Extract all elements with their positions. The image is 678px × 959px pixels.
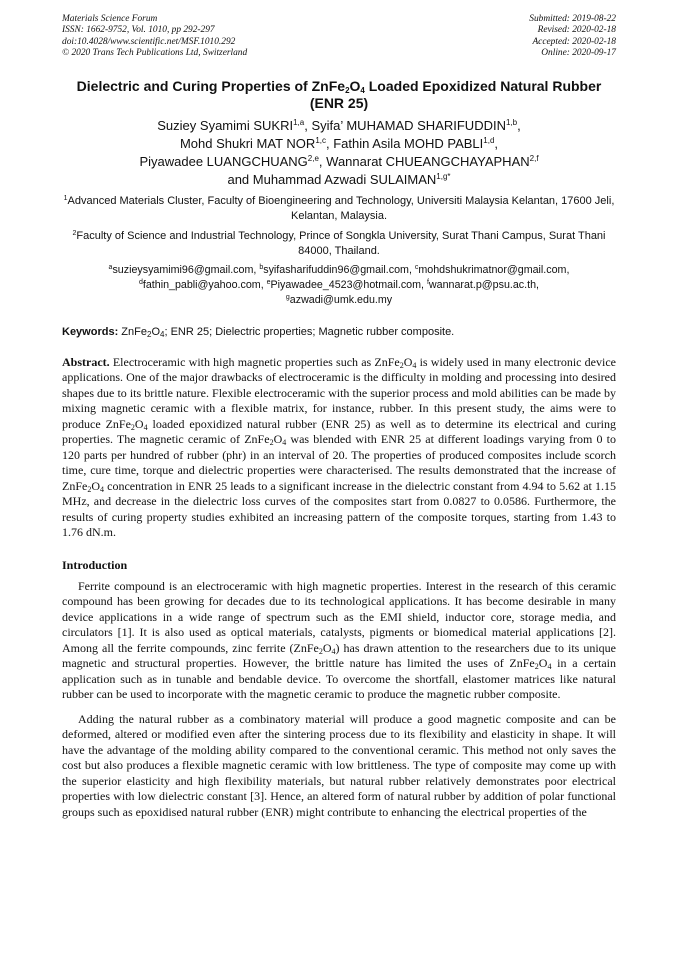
author-separator: , <box>517 117 521 133</box>
title-text: Dielectric and Curing Properties of ZnFe <box>76 77 346 94</box>
title-text: O <box>349 77 361 94</box>
formula-subscript: 4 <box>100 484 105 494</box>
email-address: fathin_pabli@yahoo.com <box>142 278 261 291</box>
keywords-text: ZnFe <box>118 325 147 338</box>
keywords-text: ; ENR 25; Dielectric properties; Magnetic rubber composite. <box>164 325 455 338</box>
formula-text: O <box>91 478 101 493</box>
affiliation-text: Faculty of Science and Industrial Technology, Prince of Songkla University, Surat Thani Campus, Surat Thani 84000, Thailand. <box>76 229 606 257</box>
email-separator: , <box>408 263 415 276</box>
affiliation-2 <box>62 229 616 259</box>
author-affiliation-mark: 2,e <box>307 153 319 163</box>
abstract-label: Abstract. <box>62 354 110 369</box>
affiliation-mark: 1 <box>63 194 68 202</box>
formula-subscript: 2 <box>399 360 404 370</box>
author-line <box>62 153 616 171</box>
author-affiliation-mark: 1,g* <box>436 171 451 181</box>
abstract-text: Electroceramic with high magnetic properties such as ZnFe <box>109 354 400 369</box>
keywords-subscript: 2 <box>146 329 152 339</box>
email-address: azwadi@umk.edu.my <box>289 293 393 306</box>
formula-subscript: 4 <box>143 422 148 432</box>
section-heading-introduction: Introduction <box>62 557 128 572</box>
author-name: and Muhammad Azwadi SULAIMAN <box>227 171 437 187</box>
issn-line: ISSN: 1662-9752, Vol. 1010, pp 292-297 <box>62 25 215 36</box>
affiliation-mark: 2 <box>72 229 77 237</box>
email-address: mohdshukrimatnor@gmail.com <box>418 263 567 276</box>
title-text: Loaded Epoxidized Natural Rubber (ENR 25) <box>309 77 602 112</box>
formula-text: O <box>273 432 283 447</box>
formula-subscript: 2 <box>318 646 323 656</box>
email-list <box>62 263 616 308</box>
paper-title <box>62 78 616 113</box>
formula-text: O <box>538 656 548 671</box>
author-name: Mohd Shukri MAT NOR <box>179 135 316 151</box>
author-affiliation-mark: 1,b <box>505 117 518 127</box>
formula-subscript: 4 <box>331 646 336 656</box>
email-line <box>62 278 616 293</box>
author-name: Fathin Asila MOHD PABLI <box>333 135 484 151</box>
formula-subscript: 4 <box>412 360 417 370</box>
journal-name: Materials Science Forum <box>62 14 158 24</box>
email-separator: , <box>260 278 267 291</box>
email-separator: , <box>421 278 427 291</box>
email-address: Piyawadee_4523@hotmail.com <box>270 278 422 291</box>
author-line <box>62 117 616 135</box>
keywords <box>62 325 616 339</box>
formula-subscript: 2 <box>269 438 274 448</box>
author-name: Wannarat CHUEANGCHAYAPHAN <box>326 153 530 169</box>
formula-subscript: 4 <box>282 438 287 448</box>
email-mark: c <box>414 263 419 271</box>
email-separator: , <box>253 263 260 276</box>
formula-subscript: 4 <box>547 662 552 672</box>
copyright-line: © 2020 Trans Tech Publications Ltd, Switzerland <box>62 48 248 59</box>
revised-date: Revised: 2020-02-18 <box>537 25 616 36</box>
author-affiliation-mark: 1,a <box>293 117 305 127</box>
email-line <box>62 293 616 308</box>
accepted-date: Accepted: 2020-02-18 <box>532 36 616 47</box>
email-mark: d <box>138 278 143 286</box>
email-mark: f <box>426 278 429 286</box>
online-date: Online: 2020-09-17 <box>541 48 616 59</box>
abstract-text: was blended with ENR 25 at different loadings varying from 0 to 120 parts per hundred of rubber (phr) in an interval of 20. The properties of produced composites include scorch time, cure time, torque and dielectric properties were characterised. The results demonstrated that the increase of ZnFe <box>62 432 617 493</box>
author-name: Syifa’ MUHAMAD SHARIFUDDIN <box>311 117 506 133</box>
paragraph-text: ) has drawn attention to the researchers due to its unique magnetic and structural properties. However, the brittle nature has limited the uses of ZnFe <box>62 640 616 671</box>
journal-info <box>62 14 247 60</box>
formula-subscript: 2 <box>130 422 135 432</box>
author-affiliation-mark: 1,d <box>483 135 495 145</box>
author-list <box>62 117 616 189</box>
doi-line: doi:10.4028/www.scientific.net/MSF.1010.292 <box>62 36 236 47</box>
author-separator: , <box>318 153 327 169</box>
keywords-subscript: 4 <box>160 329 165 339</box>
affiliation-text: Advanced Materials Cluster, Faculty of Bioengineering and Technology, Universiti Malaysia Kelantan, 17600 Jeli, Kelantan, Malaysia. <box>67 194 615 222</box>
email-line <box>62 263 616 278</box>
dates-info <box>529 14 616 60</box>
formula-text: O <box>134 416 144 431</box>
author-affiliation-mark: 2,f <box>529 153 539 163</box>
abstract-text: concentration in ENR 25 leads to a significant increase in the dielectric constant from 4.94 to 5.62 at 1.15 MHz, and decrease in the dielectric loss curves of the composites start from 0.0827 to 0.0586. Furthermore, the results of curing property studies exhibited an increasing pattern of the composite torques, starting from 1.43 to 1.76 dN.m. <box>62 478 616 540</box>
email-mark: a <box>108 263 113 271</box>
email-mark: e <box>266 278 271 286</box>
email-address: syifasharifuddin96@gmail.com <box>263 263 409 276</box>
formula-subscript: 2 <box>87 484 92 494</box>
introduction-paragraph-2: Adding the natural rubber as a combinatory material will produce a good magnetic composite and can be deformed, altered or modified even after the sintering process due to its flexibility and elasticity in shape. It will have the advantage of the molding ability compared to the conventional ceramic. This method not only saves the cost but also produces a flexible magnetic ceramic with low brittleness. The type of composite may come up with the superior elasticity and high flexibility materials, but natural rubber relatively demonstrates poor electrical properties with low dielectric constant [3]. Hence, an altered form of natural rubber by addition of polar functional groups such as epoxidised natural rubber (ENR) might contribute to enhancing the electrical properties of the <box>62 711 616 819</box>
email-address: suzieysyamimi96@gmail.com <box>112 263 254 276</box>
email-mark: b <box>259 263 264 271</box>
title-subscript: 4 <box>360 85 365 95</box>
author-separator: , <box>304 117 312 133</box>
keywords-label: Keywords: <box>62 325 119 338</box>
abstract <box>62 355 616 541</box>
email-separator: , <box>566 263 570 276</box>
affiliation-1 <box>62 194 616 224</box>
introduction-paragraph-1 <box>62 579 616 703</box>
abstract-text: is widely used in many electronic device applications. One of the major drawbacks of electroceramic is the difficulty in molding and processing into desired shapes due to its brittle nature. Flexible electroceramic with the superior process and mold abilities can be made by mixing magnetic ceramic with a flexible matrix, for instance, rubber. In this present study, the aims were to produce ZnFe <box>62 354 616 431</box>
email-separator: , <box>536 278 540 291</box>
author-name: Suziey Syamimi SUKRI <box>157 117 294 133</box>
formula-subscript: 2 <box>534 662 539 672</box>
submitted-date: Submitted: 2019-08-22 <box>529 14 616 24</box>
formula-text: O <box>403 354 413 369</box>
paragraph-text: Ferrite compound is an electroceramic with high magnetic properties. Interest in the research of this ceramic compound has been growing for decades due to its technological applications. It has become desirable in many device applications in a wide range of spectrum such as the EMI shield, inductor core, storage media, and circulators [1]. It is also used as optical materials, catalysts, pigments or biomedical material applications [2]. Among all the ferrite compounds, zinc ferrite (ZnFe <box>62 578 616 655</box>
author-line <box>62 135 616 153</box>
author-affiliation-mark: 1,c <box>315 135 326 145</box>
author-name: Piyawadee LUANGCHUANG <box>139 153 308 169</box>
formula-text: O <box>322 640 332 655</box>
abstract-text: loaded epoxidized natural rubber (ENR 25) as well as to determine its electrical and curing properties. The magnetic ceramic of ZnFe <box>62 416 616 447</box>
page-header <box>62 14 616 60</box>
email-mark: g <box>285 293 290 301</box>
keywords-text: O <box>151 325 160 338</box>
title-subscript: 2 <box>345 85 350 95</box>
author-separator: , <box>494 135 499 151</box>
email-address: wannarat.p@psu.ac.th <box>428 278 537 291</box>
author-separator: , <box>325 135 334 151</box>
paragraph-text: in a certain application such as in tunable and bendable device. To overcome the shortfall, elastomer matrices like natural rubber can be used to incorporate with the magnetic ceramic to produce the magnetic rubber composite. <box>62 656 616 702</box>
author-line <box>62 171 616 189</box>
